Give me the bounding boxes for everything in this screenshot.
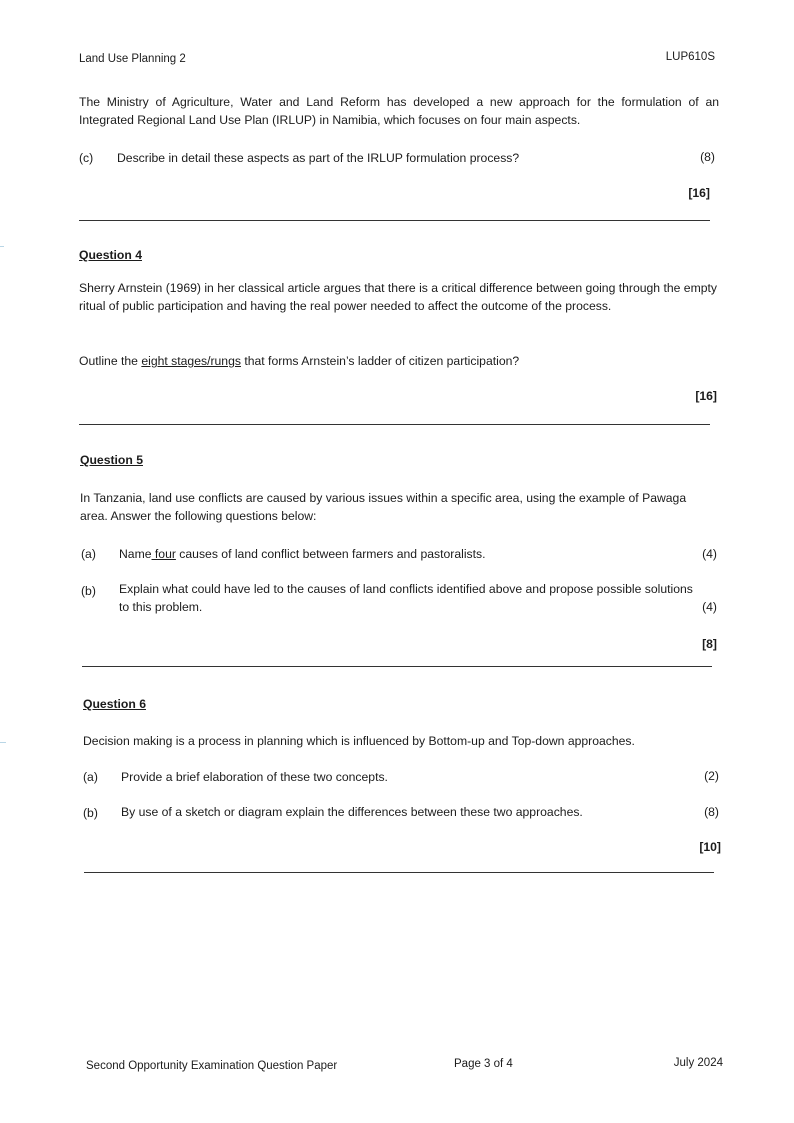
header-course-title: Land Use Planning 2	[79, 53, 186, 65]
q5-heading: Question 5	[80, 453, 143, 467]
q6-divider	[84, 872, 714, 873]
q6-intro: Decision making is a process in planning which is influenced by Bottom-up and Top-down approaches.	[83, 734, 635, 748]
q4-heading: Question 4	[79, 248, 142, 262]
q4-prompt-start: Outline the	[79, 354, 142, 368]
q4-prompt-emphasis: eight stages/rungs	[141, 354, 241, 368]
scan-edge-mark	[0, 742, 6, 743]
q6-part-a-label: (a)	[83, 770, 98, 784]
q5-total-marks: [8]	[702, 637, 717, 651]
q6-part-a-marks: (2)	[704, 769, 719, 783]
q6-part-b-marks: (8)	[704, 805, 719, 819]
q4-prompt-end: that forms Arnstein’s ladder of citizen participation?	[240, 354, 520, 368]
q5-part-b-label: (b)	[81, 584, 96, 598]
footer-paper-type: Second Opportunity Examination Question Paper	[86, 1060, 338, 1072]
q5-part-a-emphasis: four	[151, 547, 176, 561]
q6-heading: Question 6	[83, 697, 146, 711]
q5-part-b-marks: (4)	[702, 600, 717, 614]
q4-total-marks: [16]	[695, 389, 717, 403]
q6-part-b-text: By use of a sketch or diagram explain the differences between these two approaches.	[121, 805, 583, 819]
q5-intro: In Tanzania, land use conflicts are caused by various issues within a specific area, using the example of Pawaga area. Answer the following questions below:	[80, 491, 687, 524]
q3-total-marks: [16]	[688, 186, 710, 200]
footer-page-number: Page 3 of 4	[454, 1058, 513, 1070]
scan-edge-mark	[0, 246, 4, 247]
q5-part-b-text: Explain what could have led to the causes of land conflicts identified above and propose possible solutions to this problem.	[119, 582, 693, 615]
q5-divider	[82, 666, 712, 667]
q3-part-c-text: Describe in detail these aspects as part of the IRLUP formulation process?	[117, 151, 520, 165]
q5-part-a-text	[119, 545, 486, 563]
q5-part-a-label: (a)	[81, 547, 96, 561]
footer-date: July 2024	[673, 1057, 723, 1069]
q3-divider	[79, 220, 710, 221]
q5-part-a-marks: (4)	[702, 547, 717, 561]
q4-divider	[79, 424, 710, 425]
q5-part-a-text-start: Name	[119, 547, 152, 561]
q6-total-marks: [10]	[699, 840, 721, 854]
q3-part-c-marks: (8)	[700, 150, 715, 164]
q6-part-b-label: (b)	[83, 806, 98, 820]
q3-intro: The Ministry of Agriculture, Water and Land Reform has developed a new approach for the formulation of an Integrated Regional Land Use Plan (IRLUP) in Namibia, which focuses on four main aspects.	[79, 95, 719, 128]
q6-part-a-text: Provide a brief elaboration of these two concepts.	[121, 770, 388, 784]
header-course-code: LUP610S	[665, 51, 715, 63]
q3-part-c-label: (c)	[79, 151, 94, 165]
q5-part-a-text-end: causes of land conflict between farmers and pastoralists.	[175, 547, 486, 561]
q4-prompt	[79, 352, 519, 370]
q4-intro: Sherry Arnstein (1969) in her classical article argues that there is a critical difference between going through the empty ritual of public participation and having the real power needed to affect the outcome of the process.	[79, 281, 717, 314]
